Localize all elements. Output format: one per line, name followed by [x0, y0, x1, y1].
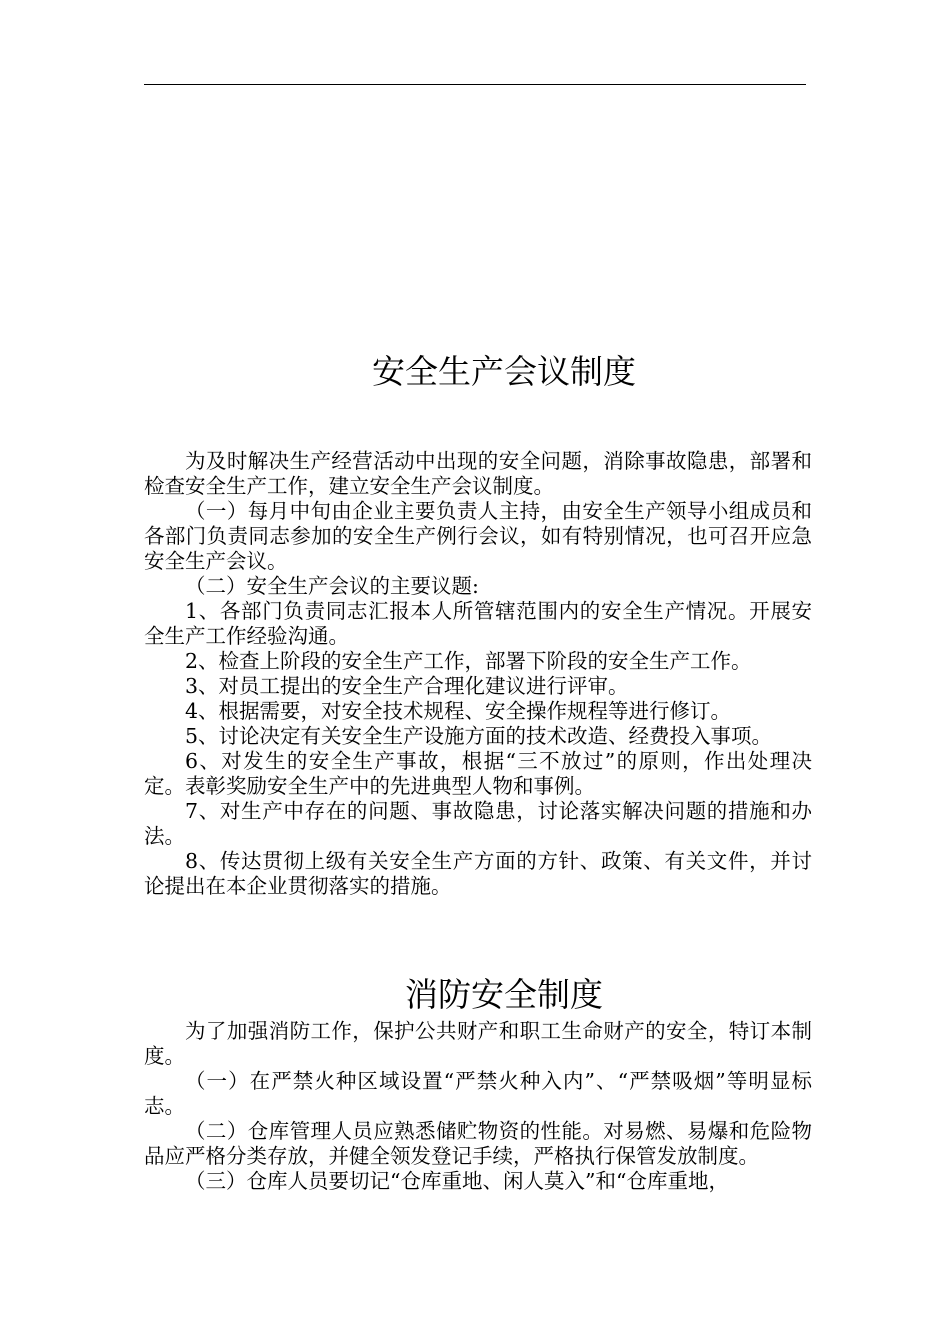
- section-title-fire-safety: 消防安全制度: [405, 975, 603, 1014]
- list-item-7: 7、对生产中存在的问题、事故隐患，讨论落实解决问题的措施和办法。: [144, 799, 812, 848]
- section-body-meeting-system: [144, 449, 812, 899]
- list-item-1: 1、各部门负责同志汇报本人所管辖范围内的安全生产情况。开展安全生产工作经验沟通。: [144, 599, 812, 648]
- paragraph-clause-2: （二）安全生产会议的主要议题:: [185, 574, 479, 598]
- paragraph-clause-3: （三）仓库人员要切记“仓库重地、闲人莫入”和“仓库重地，: [185, 1169, 729, 1193]
- paragraph-clause-1: （一）每月中旬由企业主要负责人主持，由安全生产领导小组成员和各部门负责同志参加的安全生产例行会议，如有特别情况，也可召开应急安全生产会议。: [144, 499, 812, 573]
- paragraph-intro: 为及时解决生产经营活动中出现的安全问题，消除事故隐患，部署和检查安全生产工作，建立安全生产会议制度。: [144, 449, 812, 498]
- header-rule: [144, 84, 806, 85]
- section-body-fire-safety: [144, 1019, 812, 1194]
- list-item-4: 4、根据需要，对安全技术规程、安全操作规程等进行修订。: [185, 699, 732, 723]
- section-title-meeting-system: 安全生产会议制度: [372, 352, 636, 391]
- list-item-8: 8、传达贯彻上级有关安全生产方面的方针、政策、有关文件，并讨论提出在本企业贯彻落实的措施。: [144, 849, 812, 898]
- list-item-3: 3、对员工提出的安全生产合理化建议进行评审。: [185, 674, 629, 698]
- paragraph-clause-2: （二）仓库管理人员应熟悉储贮物资的性能。对易燃、易爆和危险物品应严格分类存放，并健全领发登记手续，严格执行保管发放制度。: [144, 1119, 812, 1168]
- list-item-2: 2、检查上阶段的安全生产工作，部署下阶段的安全生产工作。: [185, 649, 752, 673]
- list-item-6: 6、对发生的安全生产事故，根据“三不放过”的原则，作出处理决定。表彰奖励安全生产中的先进典型人物和事例。: [144, 749, 812, 798]
- list-item-5: 5、讨论决定有关安全生产设施方面的技术改造、经费投入事项。: [185, 724, 773, 748]
- paragraph-clause-1: （一）在严禁火种区域设置“严禁火种入内”、“严禁吸烟”等明显标志。: [144, 1069, 812, 1118]
- paragraph-intro: 为了加强消防工作，保护公共财产和职工生命财产的安全，特订本制度。: [144, 1019, 812, 1068]
